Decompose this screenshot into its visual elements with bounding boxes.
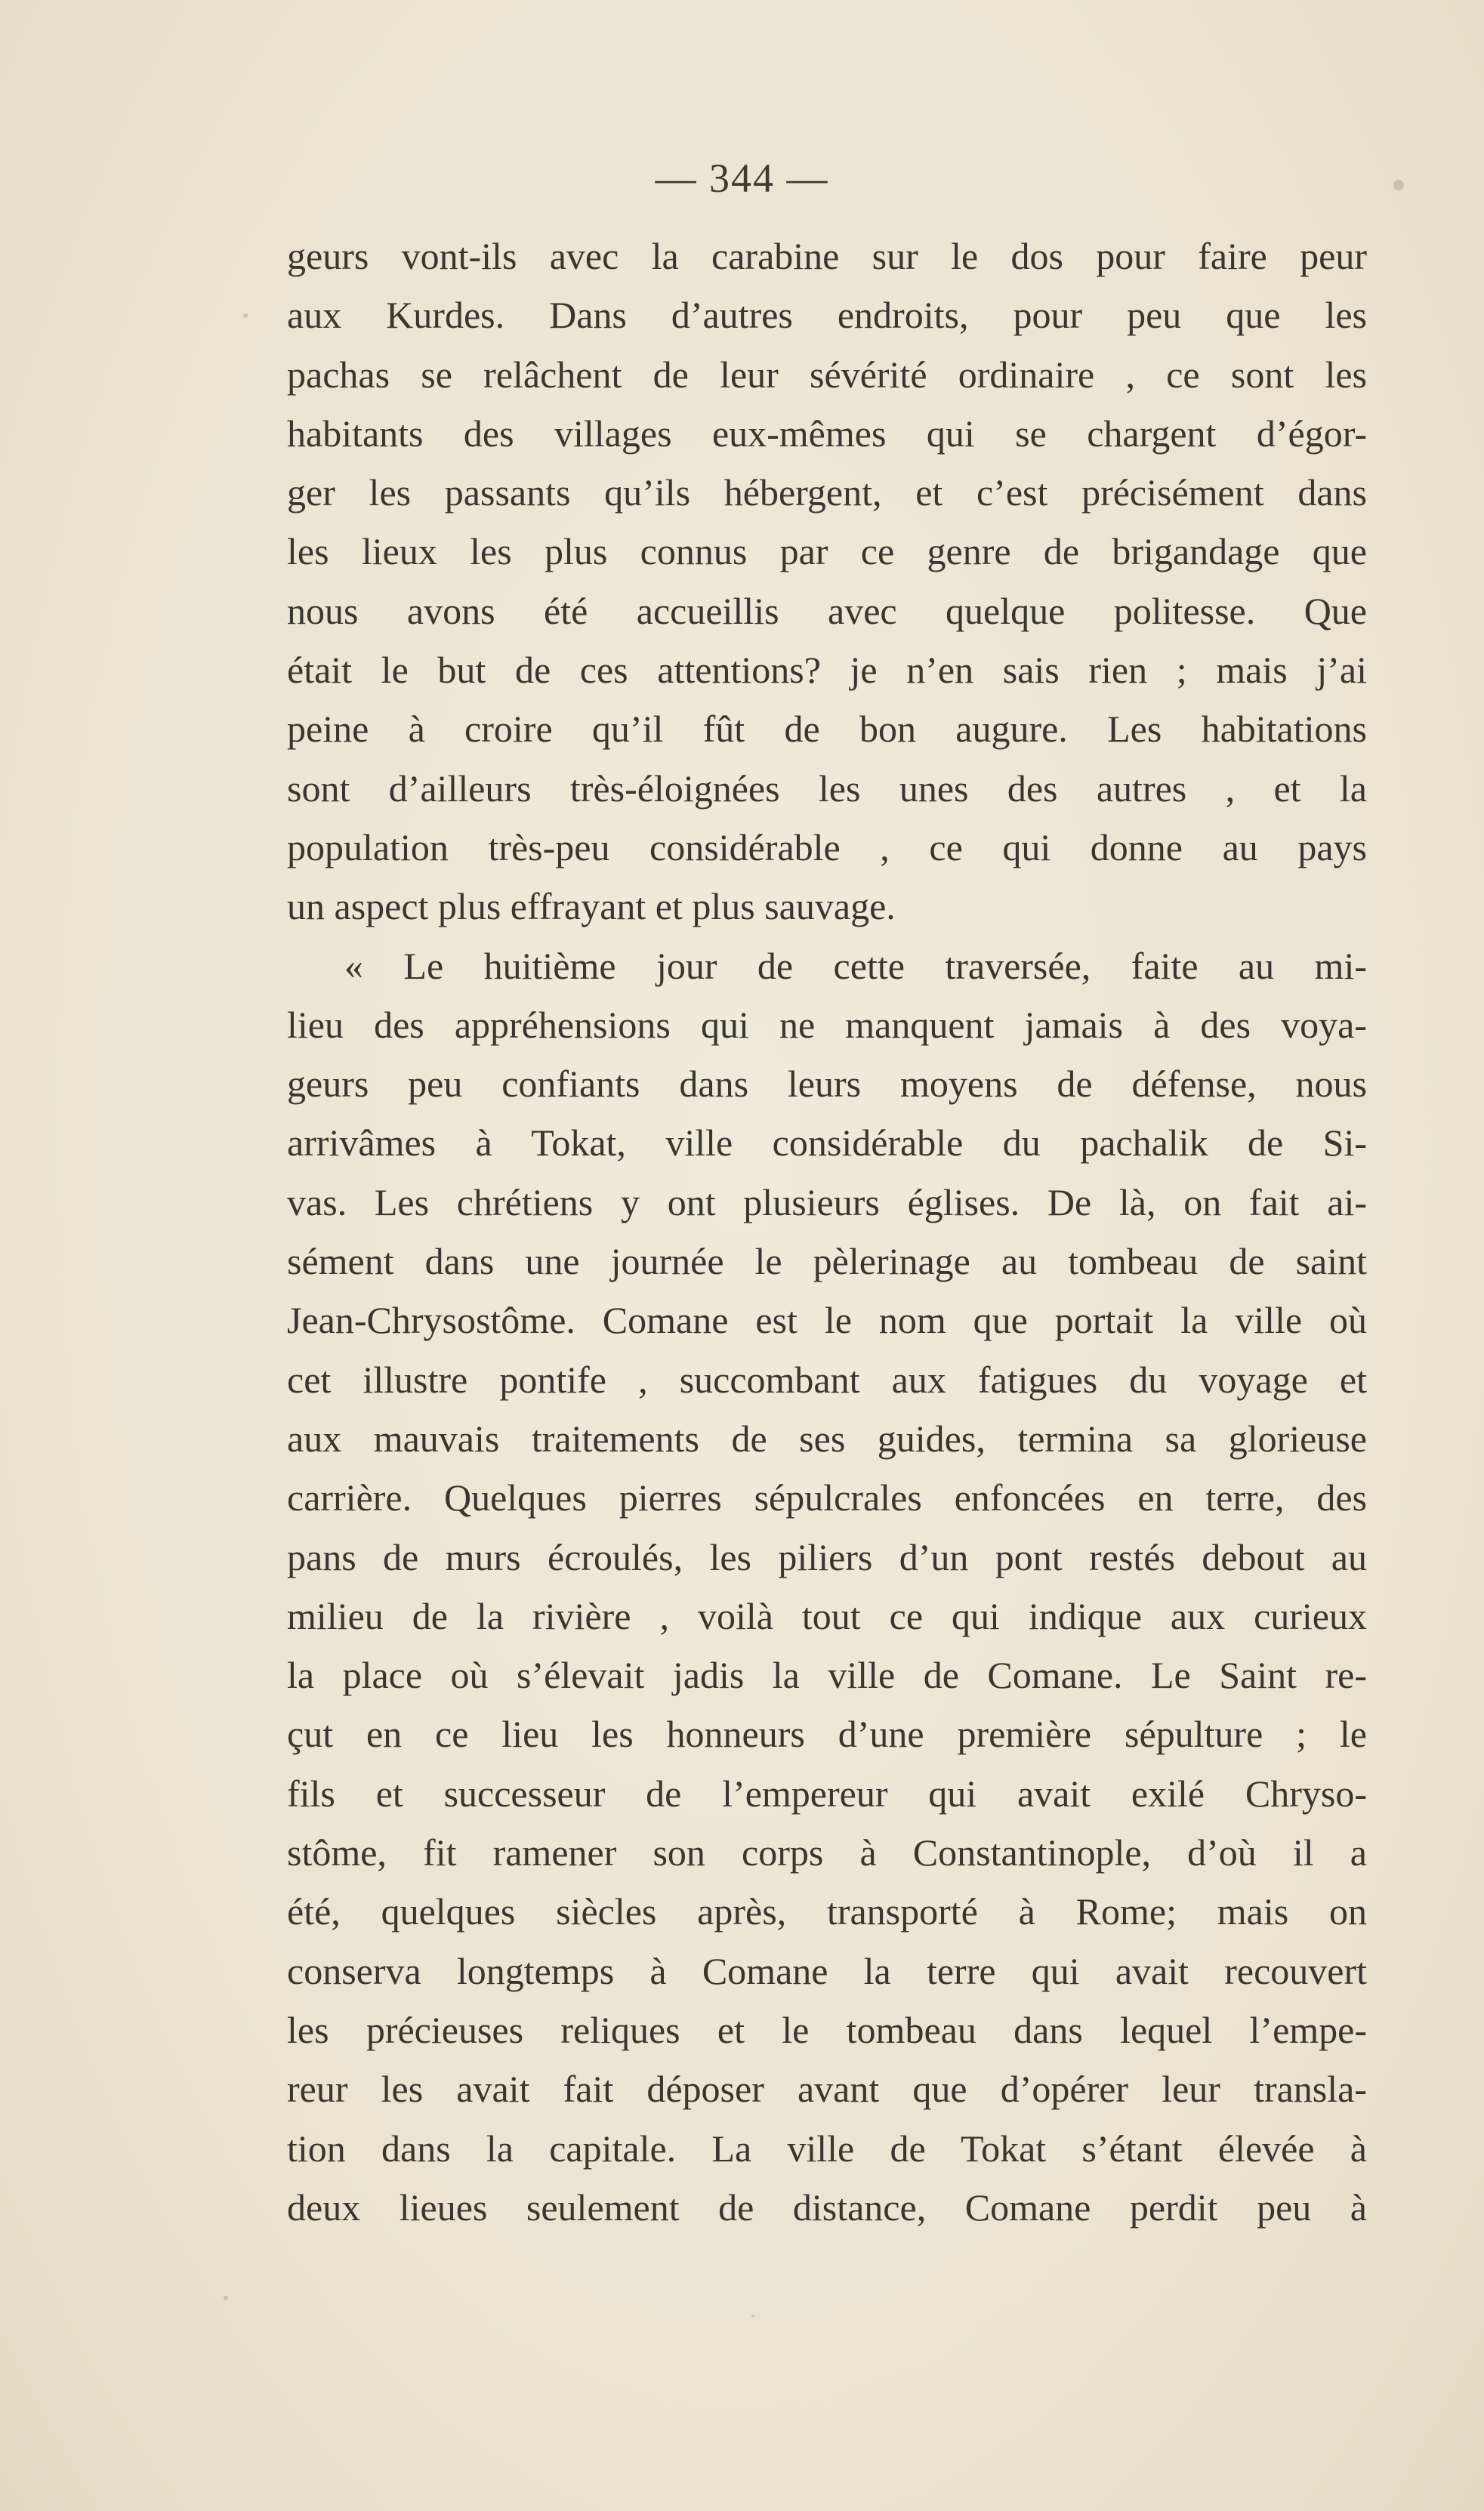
text-line: carrière. Quelques pierres sépulcrales enfoncées en terre, des — [287, 1476, 1367, 1519]
text-line-paragraph-start: « Le huitième jour de cette traversée, faite au mi- — [344, 944, 1367, 987]
paper-speck — [224, 2296, 228, 2300]
text-line: aux mauvais traitements de ses guides, termina sa glorieuse — [287, 1417, 1367, 1460]
paper-speck — [751, 2315, 754, 2318]
text-line: les lieux les plus connus par ce genre de brigandage que — [287, 530, 1367, 573]
text-line: était le but de ces attentions? je n’en sais rien ; mais j’ai — [287, 649, 1367, 692]
text-line: arrivâmes à Tokat, ville considérable du pachalik de Si- — [287, 1121, 1367, 1164]
paper-speck — [243, 313, 248, 318]
body-text — [287, 227, 1367, 2237]
text-line: pachas se relâchent de leur sévérité ordinaire , ce sont les — [287, 353, 1367, 396]
text-line: deux lieues seulement de distance, Comane perdit peu à — [287, 2186, 1367, 2229]
text-line: pans de murs écroulés, les piliers d’un pont restés debout au — [287, 1535, 1367, 1578]
text-line: sément dans une journée le pèlerinage au tombeau de saint — [287, 1240, 1367, 1283]
text-line: été, quelques siècles après, transporté à Rome; mais on — [287, 1890, 1367, 1933]
text-line: Jean-Chrysostôme. Comane est le nom que portait la ville où — [287, 1299, 1367, 1342]
text-line: peine à croire qu’il fût de bon augure. Les habitations — [287, 708, 1367, 751]
text-line: çut en ce lieu les honneurs d’une première sépulture ; le — [287, 1713, 1367, 1756]
text-line: lieu des appréhensions qui ne manquent jamais à des voya- — [287, 1003, 1367, 1046]
text-line: geurs vont-ils avec la carabine sur le dos pour faire peur — [287, 235, 1367, 277]
text-line: cet illustre pontife , succombant aux fatigues du voyage et — [287, 1358, 1367, 1401]
text-line: stôme, fit ramener son corps à Constantinople, d’où il a — [287, 1831, 1367, 1874]
text-line: sont d’ailleurs très-éloignées les unes des autres , et la — [287, 767, 1367, 810]
text-line: ger les passants qu’ils hébergent, et c’est précisément dans — [287, 471, 1367, 514]
text-line: la place où s’élevait jadis la ville de Comane. Le Saint re- — [287, 1654, 1367, 1697]
text-line: conserva longtemps à Comane la terre qui avait recouvert — [287, 1949, 1367, 1992]
text-line: aux Kurdes. Dans d’autres endroits, pour peu que les — [287, 294, 1367, 337]
text-line: vas. Les chrétiens y ont plusieurs églises. De là, on fait ai- — [287, 1180, 1367, 1223]
text-line-paragraph-end: un aspect plus effrayant et plus sauvage. — [287, 885, 896, 928]
text-line: fils et successeur de l’empereur qui avait exilé Chryso- — [287, 1772, 1367, 1815]
text-line: nous avons été accueillis avec quelque politesse. Que — [287, 589, 1367, 632]
text-line: geurs peu confiants dans leurs moyens de défense, nous — [287, 1063, 1367, 1106]
page-number: — 344 — — [655, 156, 829, 201]
text-line: population très-peu considérable , ce qui donne au pays — [287, 825, 1367, 868]
text-line: habitants des villages eux-mêmes qui se chargent d’égor- — [287, 412, 1367, 455]
text-line: tion dans la capitale. La ville de Tokat s’étant élevée à — [287, 2127, 1367, 2170]
text-line: reur les avait fait déposer avant que d’opérer leur transla- — [287, 2068, 1367, 2111]
text-line: milieu de la rivière , voilà tout ce qui indique aux curieux — [287, 1594, 1367, 1637]
text-line: les précieuses reliques et le tombeau dans lequel l’empe- — [287, 2008, 1367, 2051]
